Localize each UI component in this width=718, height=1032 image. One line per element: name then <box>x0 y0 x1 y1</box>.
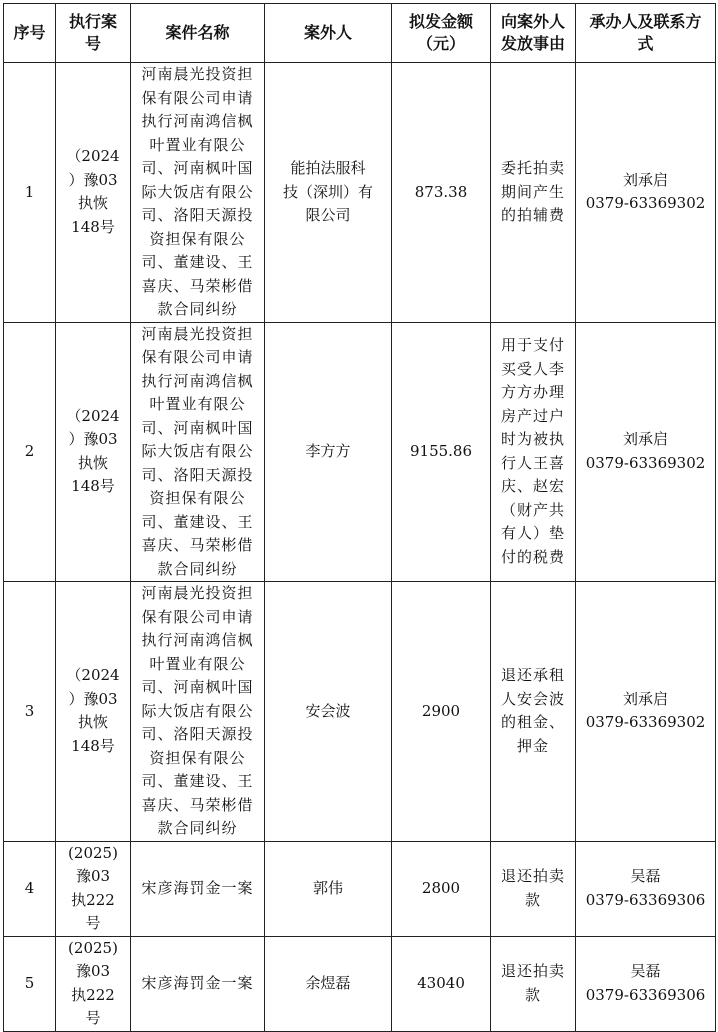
cell-handler-line: 0379-63369302 <box>585 453 706 472</box>
cell-handler-line: 0379-63369306 <box>585 890 706 909</box>
cell-case-no-line: 执恢 <box>77 713 108 732</box>
cell-case-name-line: 司、洛阳天源投 <box>141 206 254 224</box>
cell-party-line: 技（深圳）有 <box>282 182 373 201</box>
cell-case-name-line: 河南晨光投资担 <box>141 584 254 602</box>
cell-handler <box>576 582 716 842</box>
cell-case-name-line: 执行河南鸿信枫 <box>141 112 254 130</box>
cell-case-no-line: （2024 <box>66 147 120 166</box>
table-row <box>4 582 716 842</box>
header-amount: 拟发金额 （元） <box>392 4 491 63</box>
cell-case-no-line: 执恢 <box>77 453 108 472</box>
cell-handler-line: 刘承启 <box>622 689 668 708</box>
cell-case-no-line: ）豫03 <box>68 170 118 189</box>
cell-case-no <box>56 63 131 323</box>
cell-reason-line: 买受人李 <box>500 359 565 378</box>
table-row <box>4 841 716 936</box>
cell-case-name-line: 喜庆、马荣彬借 <box>141 536 254 554</box>
cell-reason-line: 付的税费 <box>500 547 565 566</box>
cell-party-line: 限公司 <box>305 206 351 224</box>
cell-case-name-line: 宋彦海罚金一案 <box>141 878 254 897</box>
cell-reason <box>491 841 576 936</box>
cell-reason-line: 退还拍卖 <box>500 867 565 885</box>
cell-case-name-line: 河南晨光投资担 <box>141 324 254 343</box>
cell-reason-line: 有人）垫 <box>500 524 565 543</box>
table-body <box>4 63 716 1032</box>
cell-handler <box>576 63 716 323</box>
cell-case-no <box>56 322 131 582</box>
cell-amount: 43040 <box>392 936 491 1031</box>
cell-handler-line: 吴磊 <box>630 962 661 980</box>
table-row <box>4 63 716 323</box>
header-handler: 承办人及联系方 式 <box>576 4 716 63</box>
cell-reason-line: 用于支付 <box>500 336 565 355</box>
cell-reason <box>491 936 576 1031</box>
cell-case-name <box>131 322 265 582</box>
cell-seq: 5 <box>4 936 56 1031</box>
cell-case-name-line: 河南晨光投资担 <box>141 65 254 83</box>
cell-party-line: 能拍法服科 <box>290 159 366 177</box>
cell-handler-line: 0379-63369306 <box>585 985 706 1004</box>
cell-case-name-line: 司、洛阳天源投 <box>141 465 254 484</box>
cell-case-no-line: (2025) <box>68 938 118 957</box>
cell-case-no <box>56 936 131 1031</box>
cell-case-name-line: 资担保有限公 <box>149 229 246 248</box>
header-case-name: 案件名称 <box>131 4 265 63</box>
cell-case-no-line: 148号 <box>71 477 115 496</box>
cell-party-line: 余煜磊 <box>305 973 351 992</box>
cell-case-name-line: 资担保有限公 <box>149 748 246 767</box>
cell-case-no-line: （2024 <box>66 666 120 685</box>
cell-case-no-line: （2024 <box>66 406 120 425</box>
cell-party-line: 郭伟 <box>312 878 343 897</box>
cell-case-name-line: 际大饭店有限公 <box>141 182 254 201</box>
cell-case-name-line: 叶置业有限公 <box>149 654 246 673</box>
cell-case-name-line: 款合同纠纷 <box>157 300 238 318</box>
cell-case-name-line: 叶置业有限公 <box>149 135 246 154</box>
cell-reason-line: 行人王喜 <box>500 453 565 472</box>
cell-case-name-line: 资担保有限公 <box>149 489 246 507</box>
header-seq: 序号 <box>4 4 56 63</box>
cell-case-name-line: 司、河南枫叶国 <box>141 418 254 437</box>
cell-party <box>265 841 392 936</box>
cell-reason <box>491 322 576 582</box>
cell-case-no-line: 执222 <box>71 985 115 1004</box>
cell-case-name <box>131 63 265 323</box>
cell-reason-line: 房产过户 <box>500 406 565 425</box>
cell-amount: 9155.86 <box>392 322 491 582</box>
cell-case-no-line: 豫03 <box>75 867 111 885</box>
cell-case-name-line: 司、河南枫叶国 <box>141 159 254 177</box>
cell-case-name-line: 宋彦海罚金一案 <box>141 973 254 992</box>
cell-case-name-line: 司、董建设、王 <box>141 253 254 271</box>
cell-case-name-line: 款合同纠纷 <box>157 559 238 578</box>
cell-case-name-line: 司、董建设、王 <box>141 512 254 531</box>
cell-case-no-line: 148号 <box>71 217 115 236</box>
cell-amount: 873.38 <box>392 63 491 323</box>
cell-handler-line: 吴磊 <box>630 867 661 885</box>
cell-reason-line: 人安会波 <box>500 689 565 708</box>
cell-reason-line: 押金 <box>516 736 549 755</box>
cell-case-no-line: 号 <box>85 1009 101 1027</box>
cell-reason-line: 委托拍卖 <box>500 159 565 177</box>
cell-case-no <box>56 841 131 936</box>
cell-case-no-line: 执222 <box>71 890 115 909</box>
cell-amount: 2800 <box>392 841 491 936</box>
cell-handler-line: 刘承启 <box>622 170 668 189</box>
cell-reason-line: 退还拍卖 <box>500 962 565 980</box>
cell-reason-line: （财产共 <box>500 500 565 519</box>
cell-case-no-line: 号 <box>85 914 101 932</box>
cell-party <box>265 63 392 323</box>
header-case-no: 执行案 号 <box>56 4 131 63</box>
cell-case-name-line: 际大饭店有限公 <box>141 701 254 720</box>
cell-handler-line: 刘承启 <box>622 430 668 449</box>
cell-case-name-line: 叶置业有限公 <box>149 395 246 413</box>
cell-seq: 2 <box>4 322 56 582</box>
cell-party <box>265 582 392 842</box>
cell-case-no-line: (2025) <box>68 843 118 862</box>
cell-case-name-line: 际大饭店有限公 <box>141 442 254 460</box>
cell-case-name-line: 司、洛阳天源投 <box>141 725 254 743</box>
cell-reason-line: 款 <box>524 890 541 909</box>
cell-seq: 1 <box>4 63 56 323</box>
cell-reason-line: 方方办理 <box>500 383 565 402</box>
cell-party-line: 李方方 <box>305 442 351 460</box>
table-header-row <box>4 4 716 63</box>
cell-handler-line: 0379-63369302 <box>585 194 706 213</box>
cell-reason-line: 款 <box>524 985 541 1004</box>
cell-reason-line: 的拍辅费 <box>500 206 565 224</box>
cell-reason <box>491 582 576 842</box>
cell-case-no-line: ）豫03 <box>68 689 118 708</box>
cell-case-name-line: 保有限公司申请 <box>141 88 254 107</box>
cell-case-name-line: 执行河南鸿信枫 <box>141 371 254 390</box>
cell-case-name <box>131 582 265 842</box>
cell-reason-line: 的租金、 <box>500 713 565 732</box>
table-row <box>4 322 716 582</box>
cell-case-name-line: 司、河南枫叶国 <box>141 678 254 696</box>
cell-reason <box>491 63 576 323</box>
cell-reason-line: 期间产生 <box>500 182 565 201</box>
cell-case-name-line: 喜庆、马荣彬借 <box>141 276 254 295</box>
cell-party <box>265 322 392 582</box>
cell-case-no-line: 执恢 <box>77 194 108 213</box>
cell-case-name-line: 保有限公司申请 <box>141 348 254 366</box>
table-row <box>4 936 716 1031</box>
cell-case-name-line: 喜庆、马荣彬借 <box>141 795 254 814</box>
cell-case-name-line: 款合同纠纷 <box>157 819 238 837</box>
cell-handler <box>576 936 716 1031</box>
cell-reason-line: 退还承租 <box>500 666 565 685</box>
cell-party <box>265 936 392 1031</box>
cell-case-name-line: 司、董建设、王 <box>141 772 254 790</box>
cell-seq: 4 <box>4 841 56 936</box>
cell-amount: 2900 <box>392 582 491 842</box>
cell-case-name <box>131 936 265 1031</box>
disbursement-table <box>3 3 716 1032</box>
cell-party-line: 安会波 <box>305 701 351 720</box>
cell-reason-line: 时为被执 <box>500 430 565 449</box>
cell-case-no-line: 豫03 <box>75 962 111 980</box>
cell-handler <box>576 322 716 582</box>
cell-handler <box>576 841 716 936</box>
cell-seq: 3 <box>4 582 56 842</box>
header-reason: 向案外人 发放事由 <box>491 4 576 63</box>
cell-handler-line: 0379-63369302 <box>585 713 706 732</box>
header-party: 案外人 <box>265 4 392 63</box>
cell-case-name-line: 执行河南鸿信枫 <box>141 631 254 649</box>
cell-case-name <box>131 841 265 936</box>
cell-reason-line: 庆、赵宏 <box>500 477 565 496</box>
cell-case-no <box>56 582 131 842</box>
cell-case-no-line: ）豫03 <box>68 430 118 449</box>
cell-case-no-line: 148号 <box>71 736 115 755</box>
cell-case-name-line: 保有限公司申请 <box>141 607 254 626</box>
